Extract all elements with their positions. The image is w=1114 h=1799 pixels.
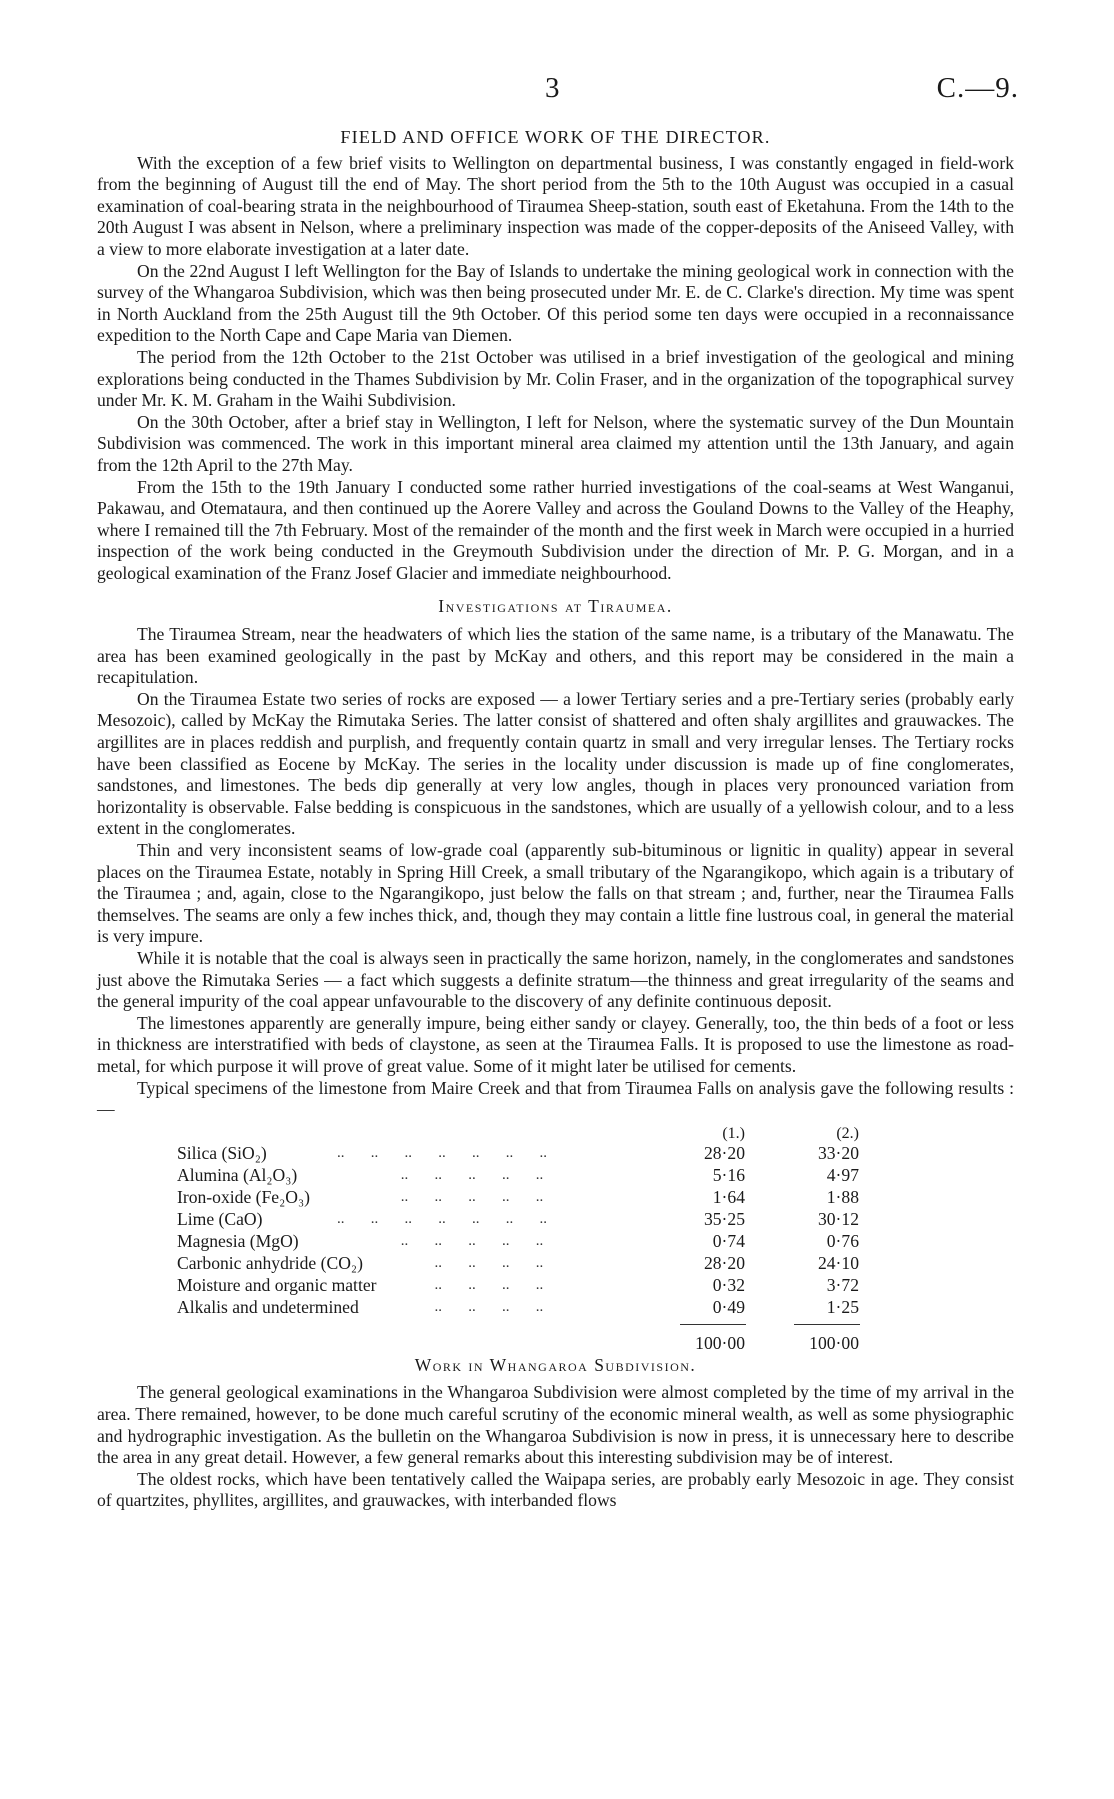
leader-dots: .. .. .. .. xyxy=(337,1276,544,1293)
row-label: Alkalis and undetermined xyxy=(177,1296,359,1317)
totals-row xyxy=(97,1333,1014,1355)
row-label: Alumina (Al₂O₃) xyxy=(177,1164,298,1185)
value-2: 30·12 xyxy=(817,1208,859,1229)
paragraph: On the 22nd August I left Wellington for the Bay of Islands to undertake the mining geological work in connection with the survey of the Whangaroa Subdivision, which was then being prosecuted under Mr. E. de C. Clarke's direction. My time was spent in North Auckland from the 25th August till the 9th October. Of this period some ten days were occupied in a reconnaissance expedition to the North Cape and Cape Maria van Diemen. xyxy=(97,260,1014,346)
paragraph: On the Tiraumea Estate two series of rocks are exposed — a lower Tertiary series and a pre-Tertiary series (probably early Mesozoic), called by McKay the Rimutaka Series. The latter consist of shattered and often shaly argillites and grauwackes. The argillites are in places reddish and purplish, and frequently contain quartz in small and very irregular lenses. The Tertiary rocks have been classified as Eocene by McKay. The series in the locality under discussion is made up of fine conglomerates, sandstones, and limestones. The beds dip generally at very low angles, though in places very pronounced variation from horizontality is observable. False bedding is conspicuous in the sandstones, which are usually of a yellowish colour, and to a less extent in the conglomerates. xyxy=(97,688,1014,839)
value-1: 28·20 xyxy=(703,1252,745,1273)
row-label: Moisture and organic matter xyxy=(177,1274,377,1295)
value-1: 0·74 xyxy=(712,1230,745,1251)
value-2: 4·97 xyxy=(826,1164,859,1185)
row-label: Magnesia (MgO) xyxy=(177,1230,299,1251)
value-2: 24·10 xyxy=(817,1252,859,1273)
value-2: 3·72 xyxy=(826,1274,859,1295)
leader-dots: .. .. .. .. .. .. .. xyxy=(337,1210,547,1227)
subsection-heading-whangaroa: Work in Whangaroa Subdivision. xyxy=(414,1354,697,1375)
paragraph: While it is notable that the coal is always seen in practically the same horizon, namely, in the conglomerates and sandstones just above the Rimutaka Series — a fact which suggests a definite stratum—the thinness and great irregularity of the seams and the general impurity of the coal appear unfavourable to the discovery of any definite continuous deposit. xyxy=(97,947,1014,1012)
value-2: 0·76 xyxy=(826,1230,859,1251)
paragraph: The Tiraumea Stream, near the headwaters of which lies the station of the same name, is a tributary of the Manawatu. The area has been examined geologically in the past by McKay and others, and this report may be considered in the main a recapitulation. xyxy=(97,624,1014,688)
table-row xyxy=(97,1297,1014,1319)
sum-rule xyxy=(794,1324,860,1325)
leader-dots: .. .. .. .. xyxy=(337,1298,544,1315)
page-number: 3 xyxy=(545,72,560,104)
paragraph: The period from the 12th October to the 21st October was utilised in a brief investigation of the geological and mining explorations being conducted in the Thames Subdivision by Mr. Colin Fraser, and in the organization of the topographical survey under Mr. K. M. Graham in the Waihi Subdivision. xyxy=(97,346,1014,411)
paragraph: The limestones apparently are generally impure, being either sandy or clayey. Generally, too, the thin beds of a foot or less in thickness are interstratified with beds of claystone, as seen at the Tiraumea Falls. It is proposed to use the limestone as road-metal, for which purpose it will prove of great value. Some of it might later be utilised for cements. xyxy=(97,1012,1014,1076)
value-1: 35·25 xyxy=(703,1208,745,1229)
document-body xyxy=(97,127,1014,1512)
value-2: 1·25 xyxy=(826,1296,859,1317)
leader-dots: .. .. .. .. xyxy=(337,1254,544,1271)
leader-dots: .. .. .. .. .. xyxy=(337,1166,544,1183)
total-1: 100·00 xyxy=(695,1332,745,1353)
paragraph: Typical specimens of the limestone from Maire Creek and that from Tiraumea Falls on analysis gave the following results :— xyxy=(97,1077,1014,1120)
table-row xyxy=(97,1187,1014,1209)
total-2: 100·00 xyxy=(809,1332,859,1353)
column-header-1: (1.) xyxy=(722,1124,745,1142)
value-1: 1·64 xyxy=(712,1186,745,1207)
table-row xyxy=(97,1275,1014,1297)
leader-dots: .. .. .. .. .. .. .. xyxy=(337,1144,547,1161)
row-label: Iron-oxide (Fe₂O₃) xyxy=(177,1186,310,1207)
value-2: 1·88 xyxy=(826,1186,859,1207)
running-header xyxy=(0,72,1114,112)
value-1: 0·49 xyxy=(712,1296,745,1317)
paragraph: The oldest rocks, which have been tentatively called the Waipapa series, are probably early Mesozoic in age. They consist of quartzites, phyllites, argillites, and grauwackes, with interbanded flows xyxy=(97,1468,1014,1511)
table-row xyxy=(97,1209,1014,1231)
leader-dots: .. .. .. .. .. xyxy=(337,1188,544,1205)
leader-dots: .. .. .. .. .. xyxy=(337,1232,544,1249)
row-label: Silica (SiO₂) xyxy=(177,1142,267,1163)
document-reference: C.—9. xyxy=(936,72,1019,104)
table-row xyxy=(97,1165,1014,1187)
column-header-2: (2.) xyxy=(836,1124,859,1142)
analysis-table xyxy=(97,1123,1014,1361)
value-1: 0·32 xyxy=(712,1274,745,1295)
row-label: Carbonic anhydride (CO₂) xyxy=(177,1252,363,1273)
value-1: 5·16 xyxy=(712,1164,745,1185)
paragraph: From the 15th to the 19th January I conducted some rather hurried investigations of the coal-seams at West Wanganui, Pakawau, and Otemataura, and then continued up the Aorere Valley and across the Gouland Downs to the Valley of the Heaphy, where I remained till the 7th February. Most of the remainder of the month and the first week in March were occupied in a hurried inspection of the work being conducted in the Greymouth Subdivision under the direction of Mr. P. G. Morgan, and in a geological examination of the Franz Josef Glacier and immediate neighbourhood. xyxy=(97,476,1014,583)
value-1: 28·20 xyxy=(703,1142,745,1163)
row-label: Lime (CaO) xyxy=(177,1208,263,1229)
paragraph: The general geological examinations in the Whangaroa Subdivision were almost completed by the time of my arrival in the area. There remained, however, to be done much careful scrutiny of the economic mineral wealth, as well as some physiographic and hydrographic investigation. As the bulletin on the Whangaroa Subdivision is now in press, it is unnecessary here to describe the area in any great detail. However, a few general remarks about this interesting subdivision may be of interest. xyxy=(97,1382,1014,1468)
paragraph: On the 30th October, after a brief stay in Wellington, I left for Nelson, where the systematic survey of the Dun Mountain Subdivision was commenced. The work in this important mineral area claimed my attention until the 13th January, and again from the 12th April to the 27th May. xyxy=(97,411,1014,475)
subsection-heading-tiraumea: Investigations at Tiraumea. xyxy=(438,596,673,617)
section-title: FIELD AND OFFICE WORK OF THE DIRECTOR. xyxy=(340,127,771,147)
table-row xyxy=(97,1231,1014,1253)
value-2: 33·20 xyxy=(817,1142,859,1163)
paragraph: Thin and very inconsistent seams of low-grade coal (apparently sub-bituminous or lignitic in quality) appear in several places on the Tiraumea Estate, notably in Spring Hill Creek, a small tributary of the Ngarangikopo, which again is a tributary of the Tiraumea ; and, again, close to the Ngarangikopo, just below the falls on that stream ; and, further, near the Tiraumea Falls themselves. The seams are only a few inches thick, and, though they may contain a little fine lustrous coal, in general the material is very impure. xyxy=(97,840,1014,947)
table-row xyxy=(97,1253,1014,1275)
table-row xyxy=(97,1143,1014,1165)
sum-rule xyxy=(680,1324,746,1325)
paragraph: With the exception of a few brief visits to Wellington on departmental business, I was constantly engaged in field-work from the beginning of August till the end of May. The short period from the 5th to the 10th August was occupied in a casual examination of coal-bearing strata in the neighbourhood of Tiraumea Sheep-station, south east of Eketahuna. From the 14th to the 20th August I was absent in Nelson, where a preliminary inspection was made of the copper-deposits of the Aniseed Valley, with a view to more elaborate investigation at a later date. xyxy=(97,152,1014,259)
